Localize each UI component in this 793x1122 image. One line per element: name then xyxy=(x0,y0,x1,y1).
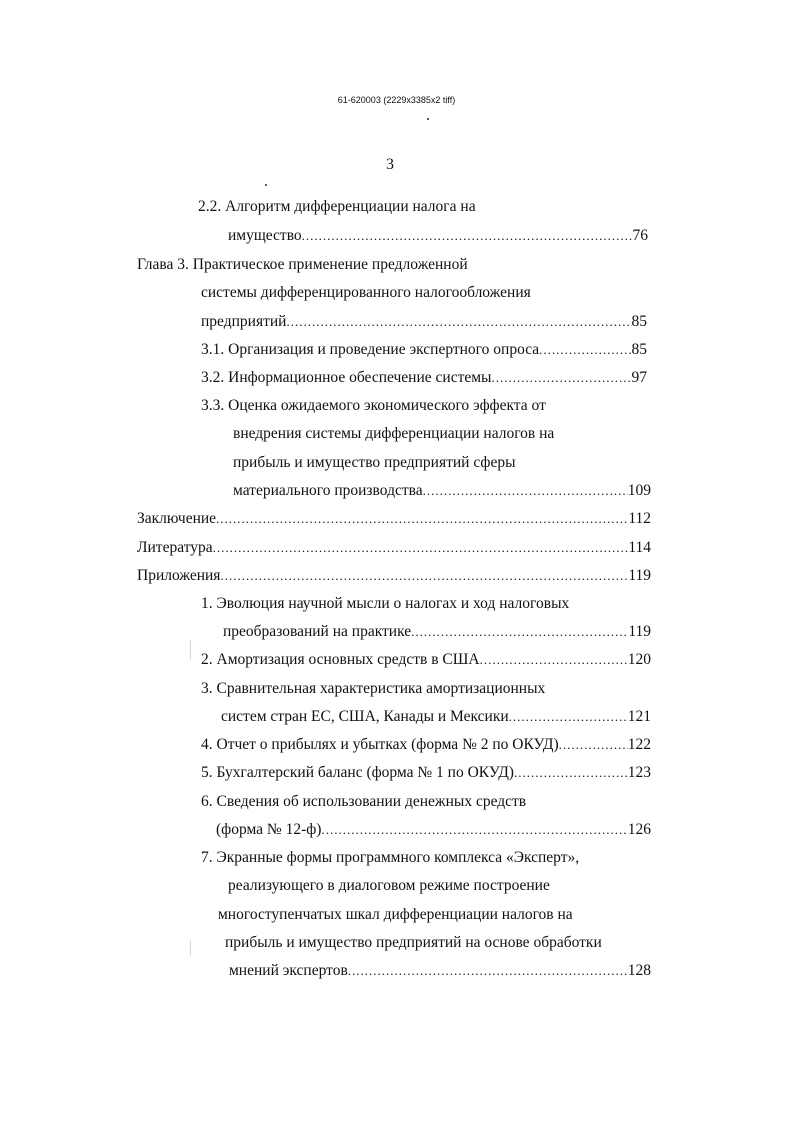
scan-mark xyxy=(190,940,191,956)
toc-line xyxy=(201,790,526,814)
scan-speck xyxy=(427,118,429,120)
toc-text: Приложения xyxy=(137,567,221,584)
toc-text: предприятий xyxy=(201,313,287,330)
toc-page: 126 xyxy=(627,821,651,838)
toc-text: 3.2. Информационное обеспечение системы xyxy=(201,369,492,386)
page-number: 3 xyxy=(386,156,394,173)
toc-line xyxy=(201,592,569,616)
toc-entry xyxy=(228,224,648,248)
toc-text: системы дифференцированного налогообложения xyxy=(201,284,531,301)
toc-text: имущество xyxy=(228,227,302,244)
toc-entry xyxy=(229,959,651,983)
toc-text: 3. Сравнительная характеристика амортизационных xyxy=(201,680,546,697)
toc-page: 97 xyxy=(631,369,647,386)
toc-text: (форма № 12-ф) xyxy=(216,821,322,838)
toc-text: преобразований на практике xyxy=(223,623,412,640)
toc-entry xyxy=(137,564,651,588)
toc-text: 2. Амортизация основных средств в США xyxy=(201,651,480,668)
toc-line xyxy=(201,281,531,305)
leader-dots xyxy=(321,818,627,842)
toc-text: мнений экспертов xyxy=(229,962,348,979)
leader-dots xyxy=(411,620,628,644)
toc-line xyxy=(198,195,476,219)
leader-dots xyxy=(348,959,628,983)
toc-text: 6. Сведения об использовании денежных средств xyxy=(201,793,527,810)
toc-page: 76 xyxy=(632,227,648,244)
leader-dots xyxy=(480,648,628,672)
toc-page: 128 xyxy=(627,962,651,979)
toc-text: Литература xyxy=(137,539,213,556)
toc-page: 122 xyxy=(627,736,651,753)
leader-dots xyxy=(286,310,631,334)
scan-header-note: 61-620003 (2229x3385x2 tiff) xyxy=(337,95,456,105)
toc-entry xyxy=(201,648,651,672)
toc-entry xyxy=(201,366,647,390)
leader-dots xyxy=(220,564,628,588)
toc-page: 114 xyxy=(628,539,651,556)
toc-entry xyxy=(137,536,651,560)
toc-line xyxy=(228,874,550,898)
toc-line xyxy=(233,451,516,475)
toc-text: 1. Эволюция научной мысли о налогах и ход налоговых xyxy=(201,595,570,612)
toc-text: прибыль и имущество предприятий на основе обработки xyxy=(225,934,602,951)
toc-entry xyxy=(223,620,651,644)
toc-entry xyxy=(233,479,651,503)
toc-text: прибыль и имущество предприятий сферы xyxy=(233,454,516,471)
leader-dots xyxy=(213,536,629,560)
toc-page: 119 xyxy=(628,623,651,640)
toc-text: 3.3. Оценка ожидаемого экономического эффекта от xyxy=(201,397,546,414)
toc-text: 3.1. Организация и проведение экспертного опроса xyxy=(201,341,540,358)
toc-entry xyxy=(137,507,651,531)
toc-page: 85 xyxy=(631,341,647,358)
toc-text: внедрения системы дифференциации налогов на xyxy=(233,425,555,442)
toc-text: Заключение xyxy=(137,510,217,527)
toc-line xyxy=(137,253,468,277)
leader-dots xyxy=(514,761,628,785)
toc-entry xyxy=(216,818,651,842)
toc-page: 123 xyxy=(627,764,651,781)
leader-dots xyxy=(302,224,633,248)
toc-line xyxy=(233,422,554,446)
toc-page: 121 xyxy=(627,708,651,725)
leader-dots xyxy=(539,338,631,362)
leader-dots xyxy=(509,705,628,729)
toc-entry xyxy=(201,733,651,757)
toc-page: 85 xyxy=(631,313,647,330)
toc-page: 119 xyxy=(628,567,651,584)
toc-text: 5. Бухгалтерский баланс (форма № 1 по ОКУД) xyxy=(201,764,514,781)
toc-line xyxy=(201,394,546,418)
toc-entry xyxy=(221,705,651,729)
toc-page: 112 xyxy=(628,510,651,527)
toc-line xyxy=(218,903,573,927)
scan-mark xyxy=(190,640,191,660)
toc-text: 4. Отчет о прибылях и убытках (форма № 2 по ОКУД) xyxy=(201,736,559,753)
toc-entry xyxy=(201,310,647,334)
toc-line xyxy=(201,677,545,701)
toc-line xyxy=(225,931,602,955)
scan-speck xyxy=(265,184,267,186)
toc-text: 2.2. Алгоритм дифференциации налога на xyxy=(198,198,476,215)
toc-text: 7. Экранные формы программного комплекса «Эксперт», xyxy=(201,849,580,866)
toc-text: Глава 3. Практическое применение предложенной xyxy=(137,256,468,273)
toc-text: материального производства xyxy=(233,482,423,499)
toc-entry xyxy=(201,761,651,785)
toc-entry xyxy=(201,338,647,362)
toc-text: систем стран ЕС, США, Канады и Мексики xyxy=(221,708,509,725)
leader-dots xyxy=(491,366,631,390)
toc-page: 109 xyxy=(627,482,651,499)
toc-text: многоступенчатых шкал дифференциации налогов на xyxy=(218,906,573,923)
toc-page: 120 xyxy=(627,651,651,668)
leader-dots xyxy=(559,733,628,757)
toc-line xyxy=(201,846,579,870)
toc-text: реализующего в диалоговом режиме построение xyxy=(228,877,550,894)
leader-dots xyxy=(423,479,628,503)
leader-dots xyxy=(216,507,628,531)
